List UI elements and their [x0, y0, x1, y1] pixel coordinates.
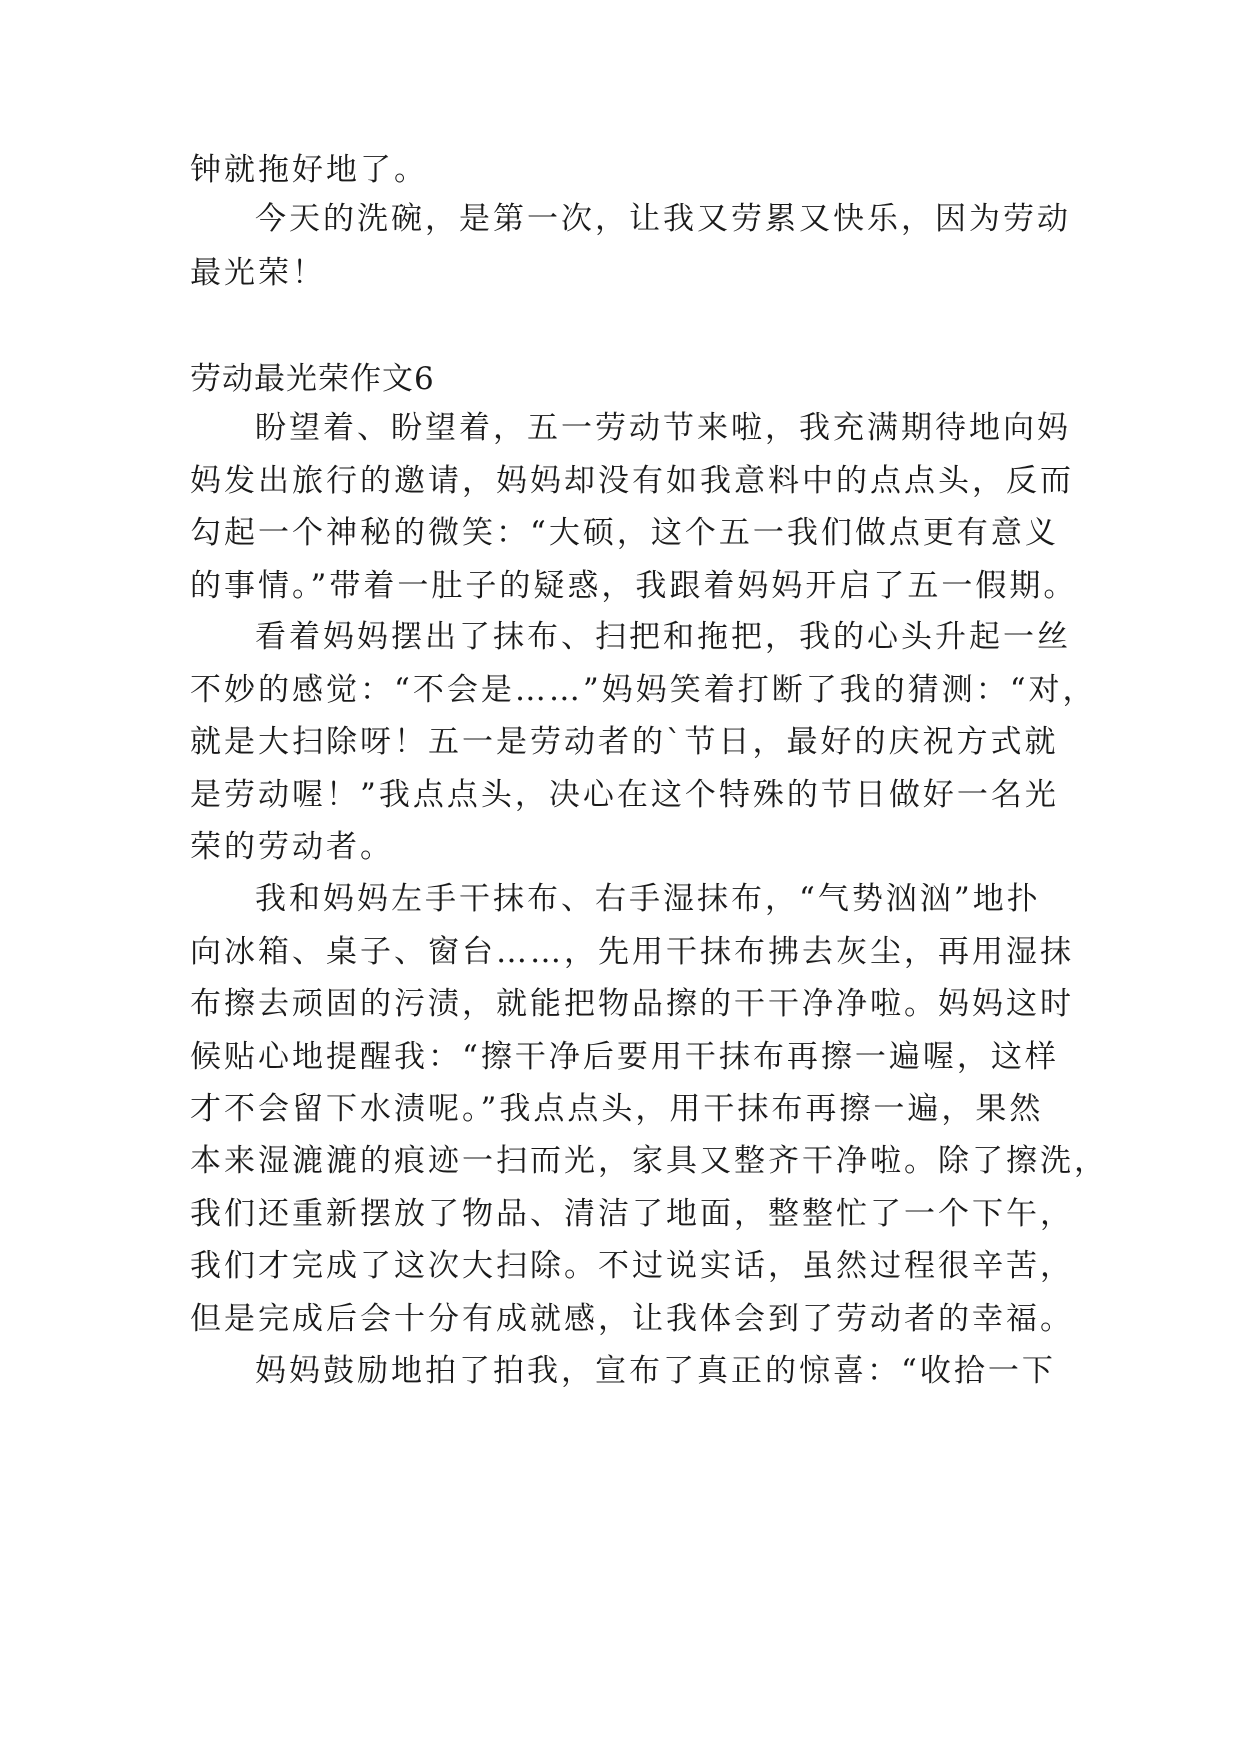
text-line: 最光荣！: [190, 255, 326, 291]
paragraph-start-line: 我和妈妈左手干抹布、右手湿抹布，“气势汹汹”地扑: [255, 881, 1041, 917]
text-line: 我们才完成了这次大扫除。不过说实话，虽然过程很辛苦，: [190, 1248, 1074, 1284]
paragraph-start-line: 盼望着、盼望着，五一劳动节来啦，我充满期待地向妈: [255, 410, 1071, 446]
section-heading: 劳动最光荣作文6: [190, 361, 435, 397]
text-line: 勾起一个神秘的微笑：“大硕，这个五一我们做点更有意义: [190, 515, 1059, 551]
text-line: 妈发出旅行的邀请，妈妈却没有如我意料中的点点头，反而: [190, 463, 1074, 499]
text-line: 我们还重新摆放了物品、清洁了地面，整整忙了一个下午，: [190, 1196, 1074, 1232]
text-line: 本来湿漉漉的痕迹一扫而光，家具又整齐干净啦。除了擦洗，: [190, 1143, 1108, 1179]
paragraph-start-line: 妈妈鼓励地拍了拍我，宣布了真正的惊喜：“收拾一下: [255, 1353, 1056, 1389]
text-line: 的事情。”带着一肚子的疑惑，我跟着妈妈开启了五一假期。: [190, 568, 1078, 604]
text-line: 是劳动喔！”我点点头，决心在这个特殊的节日做好一名光: [190, 777, 1059, 813]
text-line: 不妙的感觉：“不会是……”妈妈笑着打断了我的猜测：“对，: [190, 672, 1097, 708]
paragraph-start-line: 看着妈妈摆出了抹布、扫把和拖把，我的心头升起一丝: [255, 619, 1071, 655]
text-line: 但是完成后会十分有成就感，让我体会到了劳动者的幸福。: [190, 1301, 1074, 1337]
text-line: 就是大扫除呀！五一是劳动者的`节日，最好的庆祝方式就: [190, 724, 1059, 760]
text-line: 荣的劳动者。: [190, 829, 394, 865]
text-line: 才不会留下水渍呢。”我点点头，用干抹布再擦一遍，果然: [190, 1091, 1044, 1127]
text-line: 候贴心地提醒我：“擦干净后要用干抹布再擦一遍喔，这样: [190, 1039, 1059, 1075]
paragraph-start-line: 今天的洗碗，是第一次，让我又劳累又快乐，因为劳动: [255, 201, 1071, 237]
text-line: 布擦去顽固的污渍，就能把物品擦的干干净净啦。妈妈这时: [190, 986, 1074, 1022]
text-line: 钟就拖好地了。: [190, 152, 428, 188]
text-line: 向冰箱、桌子、窗台……，先用干抹布拂去灰尘，再用湿抹: [190, 934, 1074, 970]
